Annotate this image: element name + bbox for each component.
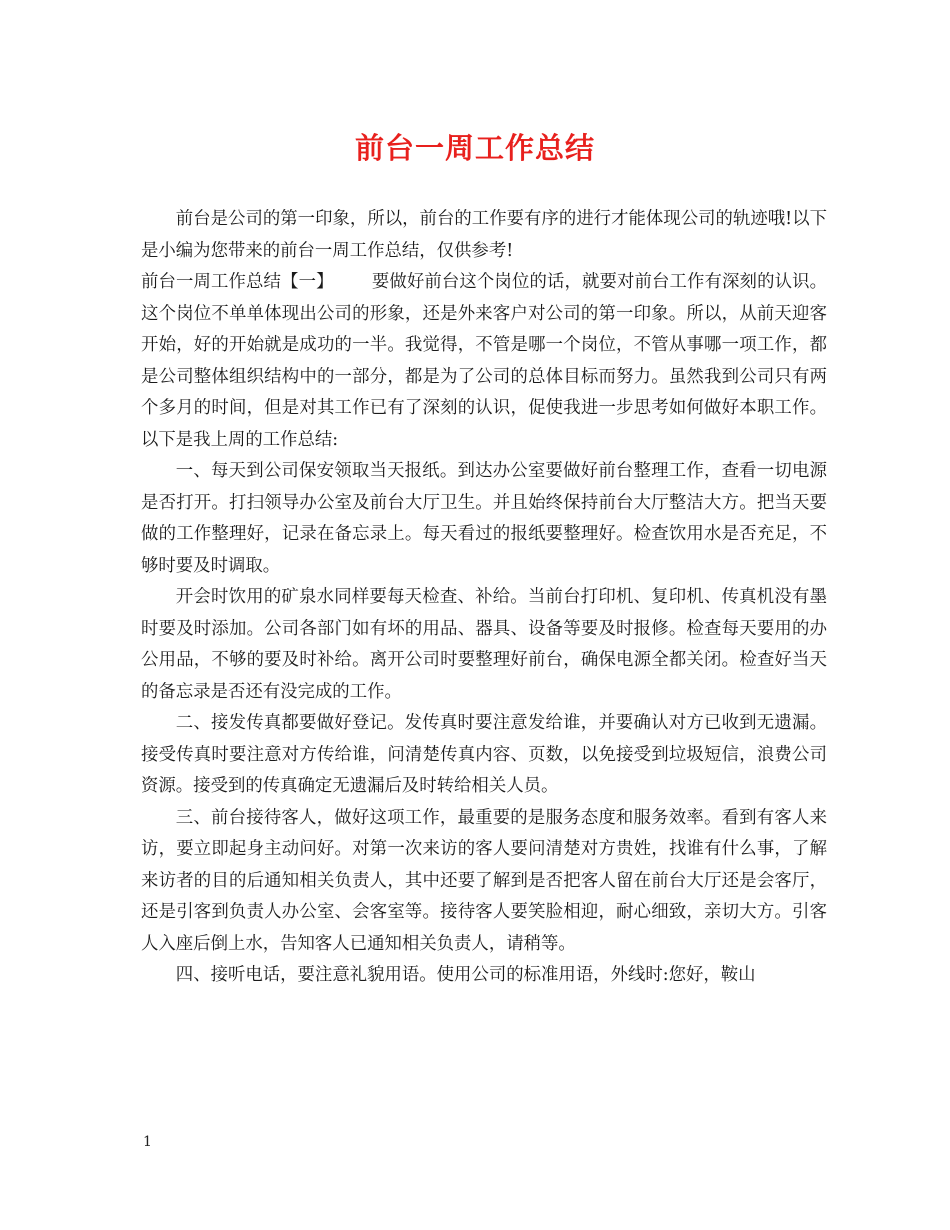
body-paragraph-3: 二、接发传真都要做好登记。发传真时要注意发给谁，并要确认对方已收到无遗漏。接受传真时要注意对方传给谁，问清楚传真内容、页数，以免接受到垃圾短信，浪费公司资源。接受到的传真确定无遗漏后及时转给相关人员。 <box>141 713 827 796</box>
page-number: 1 <box>143 1134 152 1150</box>
section-intro-text: 要做好前台这个岗位的话，就要对前台工作有深刻的认识。这个岗位不单单体现出公司的形象，还是外来客户对公司的第一印象。所以，从前天迎客开始，好的开始就是成功的一半。我觉得，不管是哪一个岗位，不管从事哪一项工作，都是公司整体组织结构中的一部分，都是为了公司的总体目标而努力。虽然我到公司只有两个多月的时间，但是对其工作已有了深刻的认识，促使我进一步思考如何做好本职工作。以下是我上周的工作总结: <box>141 272 827 450</box>
intro-paragraph: 前台是公司的第一印象，所以，前台的工作要有序的进行才能体现公司的轨迹哦!以下是小编为您带来的前台一周工作总结，仅供参考! <box>141 209 827 261</box>
body-paragraph-2: 开会时饮用的矿泉水同样要每天检查、补给。当前台打印机、复印机、传真机没有墨时要及时添加。公司各部门如有坏的用品、器具、设备等要及时报修。检查每天要用的办公用品，不够的要及时补给。离开公司时要整理好前台，确保电源全都关闭。检查好当天的备忘录是否还有没完成的工作。 <box>141 587 827 702</box>
document-title: 前台一周工作总结 <box>354 131 595 165</box>
section-one-paragraph <box>141 267 827 456</box>
body-paragraph-4: 三、前台接待客人，做好这项工作，最重要的是服务态度和服务效率。看到有客人来访，要立即起身主动问好。对第一次来访的客人要问清楚对方贵姓，找谁有什么事，了解来访者的目的后通知相关负责人，其中还要了解到是否把客人留在前台大厅还是会客厅，还是引客到负责人办公室、会客室等。接待客人要笑脸相迎，耐心细致，亲切大方。引客人入座后倒上水，告知客人已通知相关负责人，请稍等。 <box>141 807 827 954</box>
body-paragraph-1: 一、每天到公司保安领取当天报纸。到达办公室要做好前台整理工作，查看一切电源是否打开。打扫领导办公室及前台大厅卫生。并且始终保持前台大厅整洁大方。把当天要做的工作整理好，记录在备忘录上。每天看过的报纸要整理好。检查饮用水是否充足，不够时要及时调取。 <box>141 461 827 576</box>
document-body <box>141 204 827 992</box>
body-paragraph-5: 四、接听电话，要注意礼貌用语。使用公司的标准用语，外线时:您好，鞍山 <box>175 965 756 985</box>
section-heading: 前台一周工作总结【一】 <box>141 272 334 292</box>
